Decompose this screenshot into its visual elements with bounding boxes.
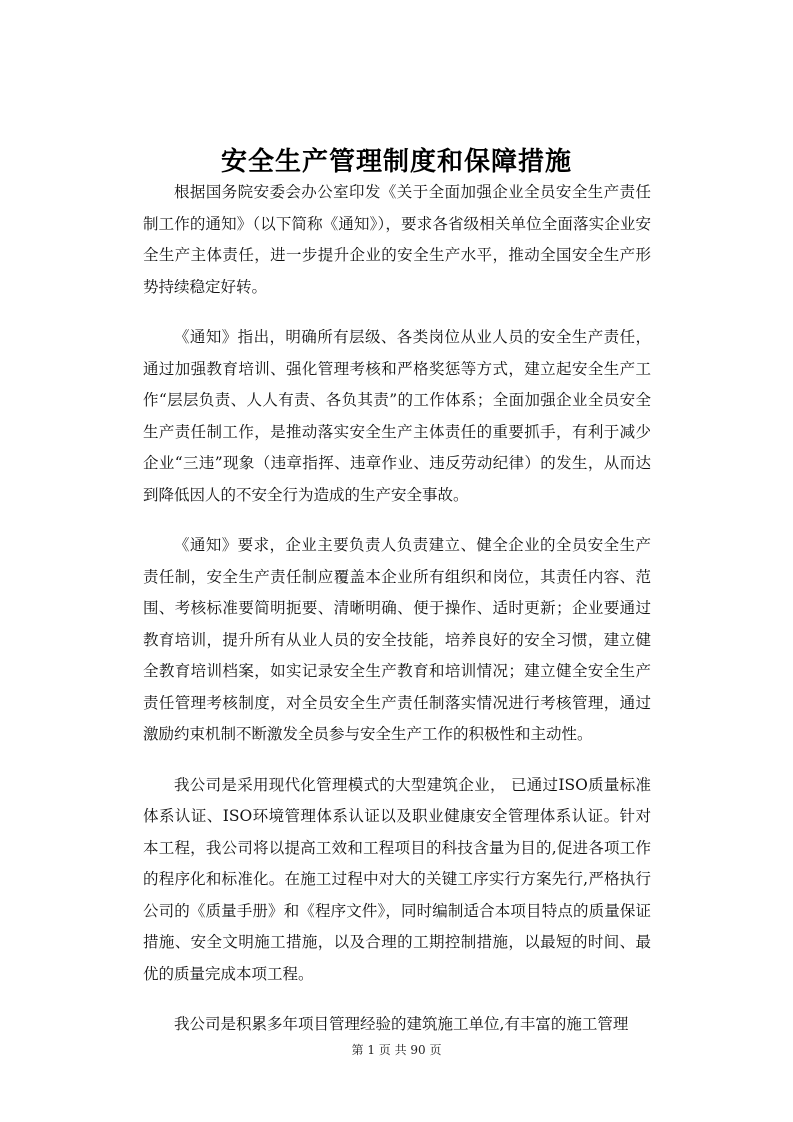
- paragraph: 我公司是积累多年项目管理经验的建筑施工单位,有丰富的施工管理: [174, 1015, 629, 1033]
- paragraph: 《通知》要求，企业主要负责人负责建立、健全企业的全员安全生产责任制，安全生产责任制应覆盖本企业所有组织和岗位，其责任内容、范围、考核标准要简明扼要、清晰明确、便于操作、适时更新；企业要通过教育培训，提升所有从业人员的安全技能，培养良好的安全习惯，建立健全教育培训档案，如实记录安全生产教育和培训情况；建立健全安全生产责任管理考核制度，对全员安全生产责任制落实情况进行考核管理，通过激励约束机制不断激发全员参与安全生产工作的积极性和主动性。: [143, 536, 651, 743]
- paragraph: 我公司是采用现代化管理模式的大型建筑企业， 已通过ISO质量标准体系认证、ISO环境管理体系认证以及职业健康安全管理体系认证。针对本工程，我公司将以提高工效和工程项目的科技含量为目的,促进各项工作的程序化和标准化。在施工过程中对大的关键工序实行方案先行,严格执行公司的《质量手册》和《程序文件》，同时编制适合本项目特点的质量保证措施、安全文明施工措施，以及合理的工期控制措施，以最短的时间、最优的质量完成本项工程。: [143, 775, 651, 983]
- paragraph: 《通知》指出，明确所有层级、各类岗位从业人员的安全生产责任，通过加强教育培训、强化管理考核和严格奖惩等方式，建立起安全生产工作“层层负责、人人有责、各负其责”的工作体系；全面加强企业全员安全生产责任制工作，是推动落实安全生产主体责任的重要抓手，有利于减少企业“三违”现象（违章指挥、违章作业、违反劳动纪律）的发生，从而达到降低因人的不安全行为造成的生产安全事故。: [143, 328, 651, 504]
- page-number-footer: 第 1 页 共 90 页: [351, 1043, 442, 1057]
- document-body: [143, 177, 651, 1060]
- document-title: 安全生产管理制度和保障措施: [220, 147, 572, 178]
- paragraph: 根据国务院安委会办公室印发《关于全面加强企业全员安全生产责任制工作的通知》（以下简称《通知》），要求各省级相关单位全面落实企业安全生产主体责任，进一步提升企业的安全生产水平，推动全国安全生产形势持续稳定好转。: [143, 183, 651, 296]
